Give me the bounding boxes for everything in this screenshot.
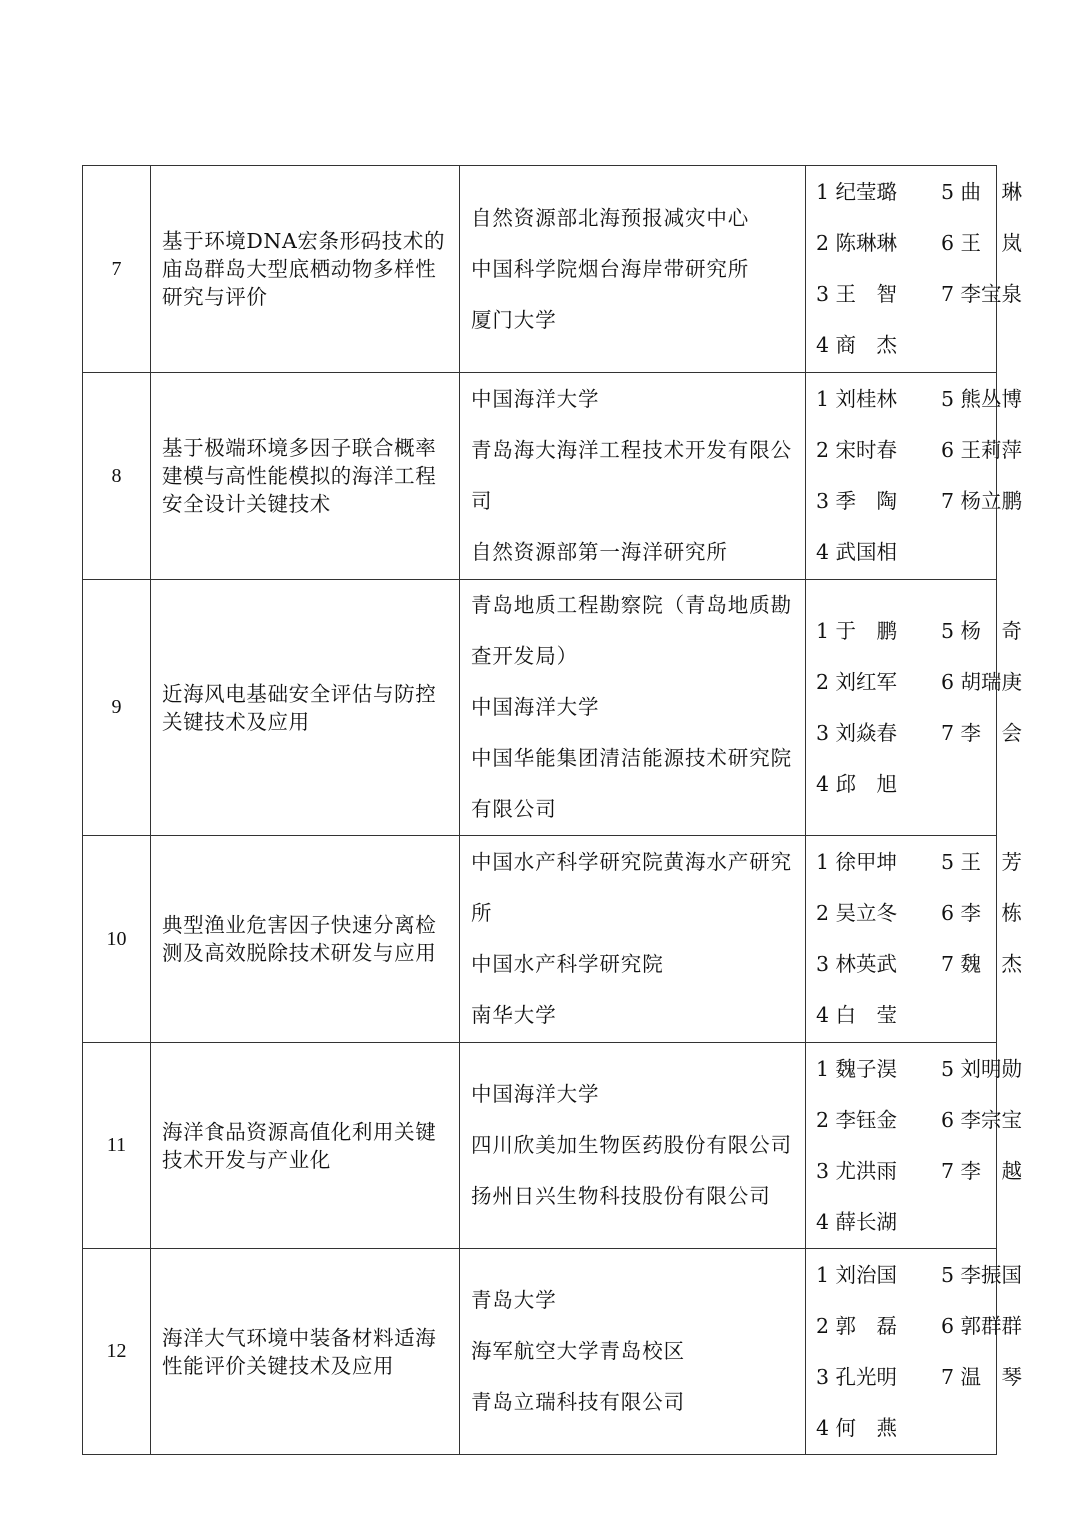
contributor-name: 6 郭群群 <box>941 1313 1023 1338</box>
organization: 青岛地质工程勘察院（青岛地质勘查开发局） <box>471 593 792 668</box>
organization: 中国海洋大学 <box>471 1082 600 1106</box>
contributor-name: 6 胡瑞庚 <box>941 669 1023 694</box>
contributor-name: 4 武国相 <box>816 540 898 564</box>
contributor-name: 2 李钰金 <box>816 1107 898 1132</box>
contributor-name: 3 林英武 <box>816 952 898 976</box>
table-row <box>83 1043 997 1249</box>
contributor-name <box>941 990 1041 1041</box>
project-title: 近海风电基础安全评估与防控关键技术及应用 <box>151 580 460 836</box>
organization: 自然资源部第一海洋研究所 <box>471 540 728 564</box>
contributor-name: 4 商 杰 <box>816 333 898 357</box>
contributor-name: 5 熊丛博 <box>941 387 1023 411</box>
table-row <box>83 1249 997 1455</box>
organizations <box>460 836 806 1043</box>
row-number: 12 <box>83 1249 151 1455</box>
contributor-list <box>816 837 1023 1041</box>
table-row <box>83 836 997 1043</box>
contributor-name <box>941 320 1041 371</box>
organization: 青岛海大海洋工程技术开发有限公司 <box>471 438 792 513</box>
project-title: 海洋食品资源高值化利用关键技术开发与产业化 <box>151 1043 460 1249</box>
row-number: 9 <box>83 580 151 836</box>
contributor-name: 7 魏 杰 <box>941 952 1023 976</box>
project-title: 基于极端环境多因子联合概率建模与高性能模拟的海洋工程安全设计关键技术 <box>151 373 460 580</box>
table-row <box>83 580 997 836</box>
contributor-name: 7 李宝泉 <box>941 282 1023 306</box>
row-number: 10 <box>83 836 151 1043</box>
contributors <box>806 373 1023 580</box>
organization: 中国华能集团清洁能源技术研究院有限公司 <box>471 746 792 821</box>
contributor-name: 1 于 鹏 <box>816 618 898 643</box>
contributor-name: 7 李 越 <box>941 1158 1023 1183</box>
organization: 青岛立瑞科技有限公司 <box>471 1390 685 1414</box>
project-title: 基于环境DNA宏条形码技术的庙岛群岛大型底栖动物多样性研究与评价 <box>151 166 460 373</box>
project-title: 海洋大气环境中装备材料适海性能评价关键技术及应用 <box>151 1249 460 1455</box>
contributor-name: 4 邱 旭 <box>816 771 898 796</box>
organization: 中国水产科学研究院黄海水产研究所 <box>471 850 792 925</box>
contributor-list <box>816 374 1023 578</box>
contributor-name: 5 李振国 <box>941 1262 1023 1287</box>
contributor-name: 1 纪莹璐 <box>816 180 898 204</box>
organizations <box>460 166 806 373</box>
table-row <box>83 373 997 580</box>
organizations <box>460 580 806 836</box>
contributor-name: 1 徐甲坤 <box>816 850 898 874</box>
contributor-name: 1 魏子淏 <box>816 1056 898 1081</box>
organization: 海军航空大学青岛校区 <box>471 1339 685 1363</box>
contributors <box>806 836 1023 1043</box>
table-row <box>83 166 997 373</box>
contributor-name: 6 王 岚 <box>941 231 1023 255</box>
contributor-name: 5 刘明勋 <box>941 1056 1023 1081</box>
contributors <box>806 1043 1023 1249</box>
contributor-name: 3 尤洪雨 <box>816 1158 898 1183</box>
contributor-name: 4 薛长湖 <box>816 1209 898 1234</box>
contributor-name: 2 刘红军 <box>816 669 898 694</box>
contributor-name: 6 王莉萍 <box>941 438 1023 462</box>
contributor-name: 3 王 智 <box>816 282 898 306</box>
contributor-name: 5 杨 奇 <box>941 618 1023 643</box>
contributor-name <box>941 527 1041 578</box>
contributors <box>806 166 1023 373</box>
contributor-list <box>816 1250 1023 1454</box>
contributor-name <box>941 759 1041 810</box>
organization: 南华大学 <box>471 1003 557 1027</box>
contributor-name: 4 白 莹 <box>816 1003 898 1027</box>
contributor-list <box>816 606 1023 810</box>
contributor-name: 5 曲 琳 <box>941 180 1023 204</box>
contributor-name: 4 何 燕 <box>816 1415 898 1440</box>
organization: 厦门大学 <box>471 307 557 332</box>
organization: 中国科学院烟台海岸带研究所 <box>471 256 750 281</box>
contributor-name <box>941 1403 1041 1454</box>
organization: 中国海洋大学 <box>471 387 600 411</box>
contributor-name: 6 李宗宝 <box>941 1107 1023 1132</box>
row-number: 8 <box>83 373 151 580</box>
contributor-name: 2 郭 磊 <box>816 1313 898 1338</box>
contributor-name: 7 杨立鹏 <box>941 489 1023 513</box>
contributor-name: 2 宋时春 <box>816 438 898 462</box>
project-title: 典型渔业危害因子快速分离检测及高效脱除技术研发与应用 <box>151 836 460 1043</box>
contributor-name: 1 刘桂林 <box>816 387 898 411</box>
contributor-name: 6 李 栋 <box>941 901 1023 925</box>
organization: 扬州日兴生物科技股份有限公司 <box>471 1184 771 1208</box>
organization: 自然资源部北海预报减灾中心 <box>471 205 750 230</box>
row-number: 7 <box>83 166 151 373</box>
row-number: 11 <box>83 1043 151 1249</box>
contributors <box>806 580 1023 836</box>
contributor-name: 1 刘治国 <box>816 1262 898 1287</box>
contributor-name: 7 李 会 <box>941 720 1023 745</box>
contributor-name: 2 陈琳琳 <box>816 231 898 255</box>
organization: 四川欣美加生物医药股份有限公司 <box>471 1133 792 1157</box>
organizations <box>460 1043 806 1249</box>
contributor-list <box>816 167 1023 371</box>
organization: 中国海洋大学 <box>471 695 600 719</box>
contributor-name: 3 季 陶 <box>816 489 898 513</box>
organization: 青岛大学 <box>471 1288 557 1312</box>
contributor-name: 3 刘焱春 <box>816 720 898 745</box>
organizations <box>460 1249 806 1455</box>
contributor-name: 5 王 芳 <box>941 850 1023 874</box>
organizations <box>460 373 806 580</box>
contributor-name: 7 温 琴 <box>941 1364 1023 1389</box>
organization: 中国水产科学研究院 <box>471 952 664 976</box>
contributor-name: 2 吴立冬 <box>816 901 898 925</box>
contributors <box>806 1249 1023 1455</box>
contributor-name <box>941 1197 1041 1248</box>
contributor-name: 3 孔光明 <box>816 1364 898 1389</box>
contributor-list <box>816 1044 1023 1248</box>
award-table <box>82 165 1023 1455</box>
